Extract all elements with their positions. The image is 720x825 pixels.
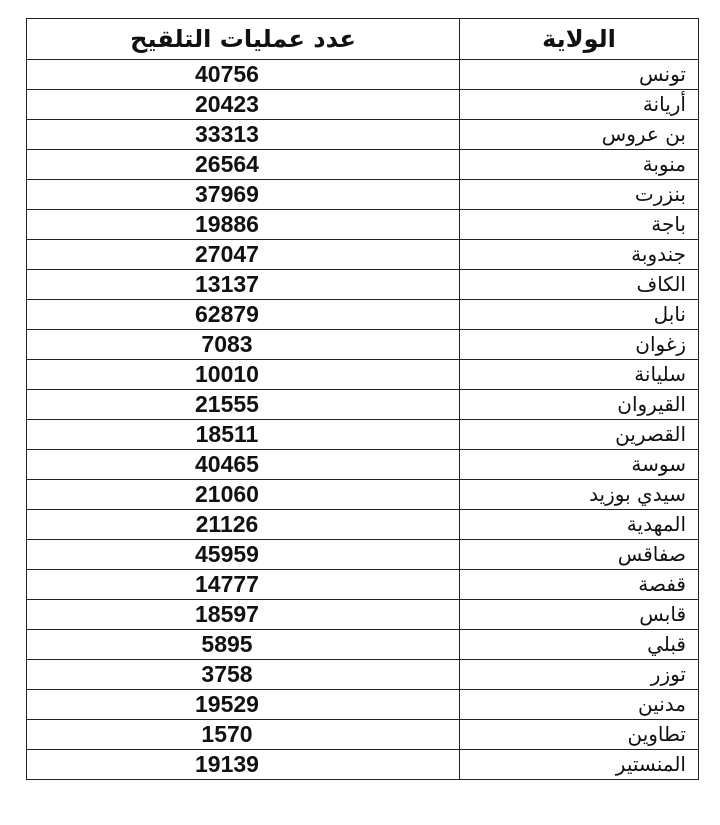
table-row [27, 360, 699, 390]
governorate-cell: سوسة [460, 450, 699, 480]
table-row [27, 600, 699, 630]
vaccination-count-cell: 26564 [27, 150, 460, 180]
table-row [27, 330, 699, 360]
table-row [27, 150, 699, 180]
governorate-cell: قبلي [460, 630, 699, 660]
vaccination-count-cell: 7083 [27, 330, 460, 360]
vaccination-count-cell: 5895 [27, 630, 460, 660]
governorate-cell: تونس [460, 60, 699, 90]
vaccination-count-cell: 10010 [27, 360, 460, 390]
table-row [27, 540, 699, 570]
governorate-cell: سليانة [460, 360, 699, 390]
vaccination-count-cell: 62879 [27, 300, 460, 330]
vaccination-count-cell: 13137 [27, 270, 460, 300]
governorate-cell: زغوان [460, 330, 699, 360]
governorate-cell: بن عروس [460, 120, 699, 150]
vaccination-count-cell: 21060 [27, 480, 460, 510]
table-body [27, 60, 699, 780]
vaccination-count-cell: 40756 [27, 60, 460, 90]
vaccination-count-cell: 18511 [27, 420, 460, 450]
table-row [27, 60, 699, 90]
table-row [27, 420, 699, 450]
vaccination-count-cell: 45959 [27, 540, 460, 570]
table-row [27, 690, 699, 720]
table-row [27, 270, 699, 300]
vaccination-count-cell: 19139 [27, 750, 460, 780]
vaccination-table [26, 18, 699, 780]
governorate-cell: سيدي بوزيد [460, 480, 699, 510]
table-row [27, 750, 699, 780]
governorate-cell: نابل [460, 300, 699, 330]
governorate-cell: باجة [460, 210, 699, 240]
governorate-cell: المنستير [460, 750, 699, 780]
vaccination-count-cell: 20423 [27, 90, 460, 120]
governorate-cell: تطاوين [460, 720, 699, 750]
governorate-cell: صفاقس [460, 540, 699, 570]
governorate-cell: منوبة [460, 150, 699, 180]
table-row [27, 480, 699, 510]
vaccination-count-cell: 19886 [27, 210, 460, 240]
vaccination-count-cell: 3758 [27, 660, 460, 690]
vaccination-count-cell: 21126 [27, 510, 460, 540]
governorate-cell: قفصة [460, 570, 699, 600]
governorate-cell: القصرين [460, 420, 699, 450]
vaccination-count-cell: 18597 [27, 600, 460, 630]
governorate-cell: أريانة [460, 90, 699, 120]
column-header-count: عدد عمليات التلقيح [27, 19, 460, 60]
vaccination-count-cell: 21555 [27, 390, 460, 420]
governorate-cell: مدنين [460, 690, 699, 720]
table-row [27, 180, 699, 210]
table-row [27, 90, 699, 120]
table-row [27, 450, 699, 480]
table-row [27, 720, 699, 750]
vaccination-count-cell: 19529 [27, 690, 460, 720]
governorate-cell: الكاف [460, 270, 699, 300]
vaccination-count-cell: 40465 [27, 450, 460, 480]
table-row [27, 390, 699, 420]
table-row [27, 210, 699, 240]
vaccination-count-cell: 1570 [27, 720, 460, 750]
table-row [27, 120, 699, 150]
table-row [27, 240, 699, 270]
table-row [27, 570, 699, 600]
governorate-cell: بنزرت [460, 180, 699, 210]
governorate-cell: القيروان [460, 390, 699, 420]
table-row [27, 510, 699, 540]
table-row [27, 300, 699, 330]
table-row [27, 660, 699, 690]
governorate-cell: قابس [460, 600, 699, 630]
vaccination-count-cell: 14777 [27, 570, 460, 600]
governorate-cell: جندوبة [460, 240, 699, 270]
table-row [27, 630, 699, 660]
governorate-cell: توزر [460, 660, 699, 690]
vaccination-count-cell: 37969 [27, 180, 460, 210]
governorate-cell: المهدية [460, 510, 699, 540]
column-header-governorate: الولاية [460, 19, 699, 60]
table-header-row [27, 19, 699, 60]
vaccination-count-cell: 27047 [27, 240, 460, 270]
vaccination-count-cell: 33313 [27, 120, 460, 150]
